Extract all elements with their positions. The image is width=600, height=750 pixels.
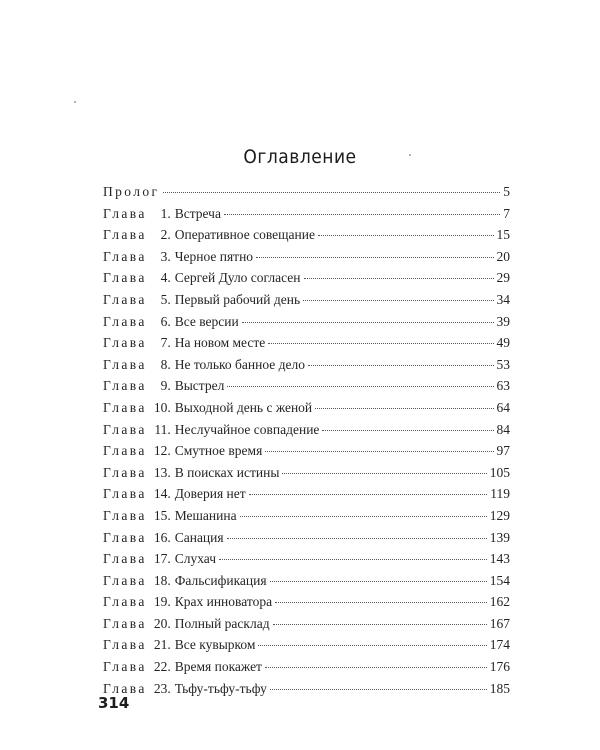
chapter-title: На новом месте	[174, 335, 266, 351]
toc-entry	[103, 548, 510, 570]
entry-label: Глава	[103, 378, 147, 394]
page-reference: 84	[496, 421, 510, 437]
chapter-title: Мешанина	[174, 507, 237, 523]
entry-label: Глава	[103, 248, 147, 264]
chapter-number: 5.	[160, 291, 171, 307]
entry-label: Глава	[103, 551, 147, 567]
page-reference: 154	[489, 572, 510, 588]
dot-leader	[249, 494, 488, 495]
page-reference: 119	[490, 486, 510, 502]
toc-entry	[103, 354, 510, 376]
page-reference: 49	[496, 335, 510, 351]
toc-entry	[103, 570, 510, 592]
page-reference: 29	[496, 270, 510, 286]
toc-entry	[103, 397, 510, 419]
chapter-title: Все кувырком	[174, 637, 256, 653]
page-reference: 39	[496, 313, 510, 329]
dot-leader	[273, 624, 487, 625]
page-reference: 174	[489, 637, 510, 653]
entry-label: Глава	[103, 486, 147, 502]
toc-entry	[103, 440, 510, 462]
toc-entry	[103, 311, 510, 333]
dot-leader	[240, 516, 487, 517]
dot-leader	[242, 322, 494, 323]
page-reference: 34	[496, 291, 510, 307]
page-reference: 53	[496, 356, 510, 372]
page-reference: 7	[503, 205, 510, 221]
chapter-number: 12.	[153, 443, 171, 459]
chapter-number: 16.	[153, 529, 171, 545]
dot-leader	[163, 192, 501, 193]
dot-leader	[256, 257, 493, 258]
toc-entry	[103, 419, 510, 441]
dot-leader	[268, 343, 493, 344]
dot-leader	[275, 602, 487, 603]
entry-label: Глава	[103, 399, 147, 415]
chapter-title: Фальсификация	[174, 572, 267, 588]
toc-entry	[103, 505, 510, 527]
entry-label: Глава	[103, 594, 147, 610]
dot-leader	[224, 214, 500, 215]
dot-leader	[227, 386, 493, 387]
page-reference: 105	[489, 464, 510, 480]
page-reference: 129	[489, 507, 510, 523]
page-reference: 20	[496, 248, 510, 264]
chapter-number: 10.	[153, 399, 171, 415]
dot-leader	[265, 667, 487, 668]
paper-speck	[74, 101, 76, 103]
dot-leader	[308, 365, 494, 366]
toc-entry	[103, 203, 510, 225]
toc-entry	[103, 591, 510, 613]
entry-label: Глава	[103, 313, 147, 329]
dot-leader	[265, 451, 493, 452]
chapter-title: Не только банное дело	[174, 356, 305, 372]
chapter-title: Выстрел	[174, 378, 225, 394]
page-reference: 185	[489, 680, 510, 696]
toc-entry	[103, 332, 510, 354]
entry-label: Глава	[103, 205, 147, 221]
dot-leader	[322, 430, 493, 431]
toc-entry	[103, 462, 510, 484]
page-reference: 64	[496, 399, 510, 415]
chapter-title: Черное пятно	[174, 248, 254, 264]
entry-label: Глава	[103, 529, 147, 545]
entry-label: Глава	[103, 659, 147, 675]
entry-label: Глава	[103, 615, 147, 631]
page-reference: 63	[496, 378, 510, 394]
chapter-number: 22.	[153, 659, 171, 675]
entry-label: Глава	[103, 680, 147, 696]
chapter-title: Крах инноватора	[174, 594, 273, 610]
dot-leader	[304, 278, 494, 279]
chapter-number: 1.	[160, 205, 171, 221]
chapter-title: Неслучайное совпадение	[174, 421, 320, 437]
entry-label: Глава	[103, 270, 147, 286]
entry-label: Глава	[103, 335, 147, 351]
toc-entry	[103, 678, 510, 700]
dot-leader	[227, 538, 487, 539]
dot-leader	[270, 689, 487, 690]
chapter-number: 8.	[160, 356, 171, 372]
chapter-title: Смутное время	[174, 443, 263, 459]
chapter-number: 17.	[153, 551, 171, 567]
chapter-number: 18.	[153, 572, 171, 588]
chapter-title: Сергей Дуло согласен	[174, 270, 301, 286]
entry-label: Глава	[103, 572, 147, 588]
entry-label: Глава	[103, 356, 147, 372]
table-of-contents	[103, 181, 510, 699]
entry-label: Глава	[103, 291, 147, 307]
chapter-number: 3.	[160, 248, 171, 264]
page-number: 314	[98, 694, 130, 712]
chapter-number: 2.	[160, 227, 171, 243]
dot-leader	[315, 408, 493, 409]
toc-entry	[103, 224, 510, 246]
page-reference: 176	[489, 659, 510, 675]
toc-entry	[103, 527, 510, 549]
entry-label: Глава	[103, 443, 147, 459]
entry-label: Глава	[103, 464, 147, 480]
chapter-title: Время покажет	[174, 659, 262, 675]
chapter-title: Все версии	[174, 313, 239, 329]
dot-leader	[219, 559, 487, 560]
toc-entry	[103, 375, 510, 397]
chapter-number: 15.	[153, 507, 171, 523]
page-reference: 97	[496, 443, 510, 459]
entry-label: Глава	[103, 637, 147, 653]
chapter-number: 4.	[160, 270, 171, 286]
entry-label: Пролог	[103, 184, 160, 199]
page-reference: 162	[489, 594, 510, 610]
chapter-title: Выходной день с женой	[174, 399, 313, 415]
chapter-number: 9.	[160, 378, 171, 394]
chapter-title: В поисках истины	[174, 464, 280, 480]
toc-entry	[103, 634, 510, 656]
toc-entry	[103, 613, 510, 635]
dot-leader	[303, 300, 493, 301]
chapter-number: 20.	[153, 615, 171, 631]
toc-heading: Оглавление	[243, 146, 357, 168]
chapter-number: 23.	[153, 680, 171, 696]
dot-leader	[270, 581, 487, 582]
chapter-title: Санация	[174, 529, 224, 545]
toc-entry	[103, 656, 510, 678]
chapter-number: 7.	[160, 335, 171, 351]
chapter-number: 13.	[153, 464, 171, 480]
chapter-title: Оперативное совещание	[174, 227, 315, 243]
chapter-title: Встреча	[174, 205, 221, 221]
toc-entry	[103, 267, 510, 289]
chapter-title: Полный расклад	[174, 615, 270, 631]
chapter-number: 21.	[153, 637, 171, 653]
dot-leader	[318, 235, 494, 236]
chapter-number: 6.	[160, 313, 171, 329]
dot-leader	[258, 645, 486, 646]
page-reference: 5	[503, 184, 510, 199]
entry-label: Глава	[103, 507, 147, 523]
chapter-number: 14.	[153, 486, 171, 502]
page-reference: 143	[489, 551, 510, 567]
toc-entry	[103, 246, 510, 268]
page-reference: 167	[489, 615, 510, 631]
chapter-title: Тьфу-тьфу-тьфу	[174, 680, 267, 696]
dot-leader	[282, 473, 486, 474]
toc-entry	[103, 483, 510, 505]
chapter-number: 19.	[153, 594, 171, 610]
entry-label: Глава	[103, 421, 147, 437]
chapter-title: Слухач	[174, 551, 217, 567]
chapter-number: 11.	[154, 421, 171, 437]
page-reference: 15	[496, 227, 510, 243]
toc-entry	[103, 289, 510, 311]
chapter-title: Первый рабочий день	[174, 291, 301, 307]
chapter-title: Доверия нет	[174, 486, 246, 502]
entry-label: Глава	[103, 227, 147, 243]
page-reference: 139	[489, 529, 510, 545]
toc-entry	[103, 181, 510, 203]
